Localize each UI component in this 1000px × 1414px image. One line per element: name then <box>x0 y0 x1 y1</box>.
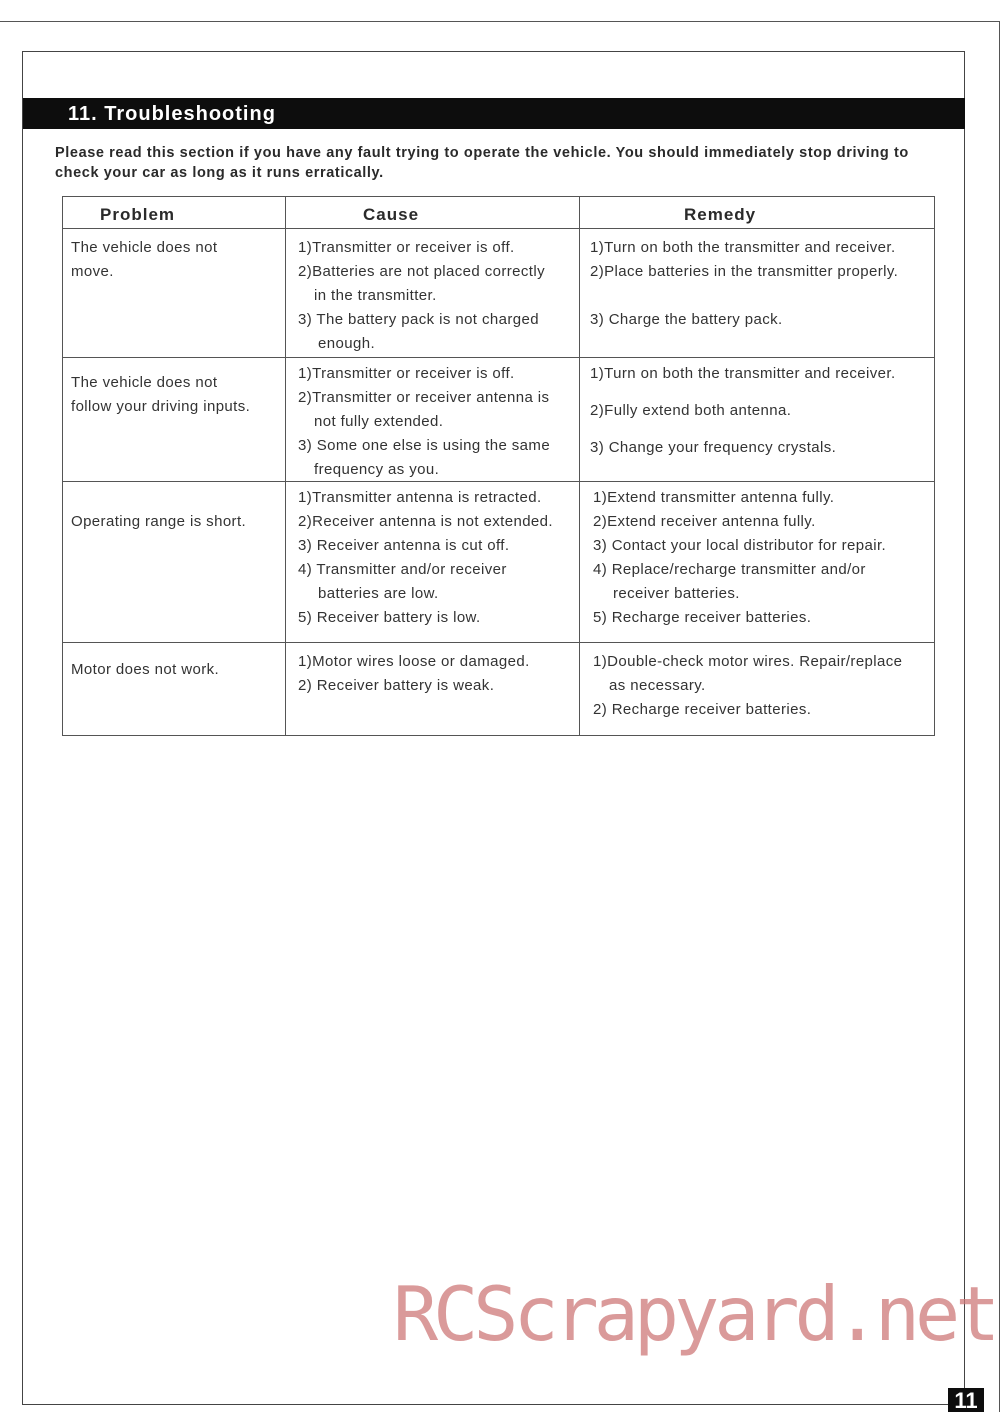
intro-line-2: check your car as long as it runs erratically. <box>55 165 384 181</box>
cell-line: Motor does not work. <box>71 661 220 678</box>
section-header-bar <box>23 98 965 129</box>
cell-line: 3) The battery pack is not charged <box>298 311 539 328</box>
header-remedy: Remedy <box>684 205 757 224</box>
cell-line: frequency as you. <box>314 461 440 478</box>
table-row-divider <box>63 642 934 643</box>
cell-line: 1)Turn on both the transmitter and receiver. <box>590 239 896 256</box>
cell-line: 2)Transmitter or receiver antenna is <box>298 389 550 406</box>
cell-line: 1)Transmitter antenna is retracted. <box>298 489 542 506</box>
cell-line: in the transmitter. <box>314 287 437 304</box>
page-number: 11 <box>948 1388 984 1412</box>
intro-line-1: Please read this section if you have any fault trying to operate the vehicle. You should immediately stop driving to <box>55 145 909 161</box>
cell-line: Operating range is short. <box>71 513 247 530</box>
cell-line: 3) Some one else is using the same <box>298 437 551 454</box>
cell-line: enough. <box>318 335 376 352</box>
cell-line: 3) Contact your local distributor for repair. <box>593 537 887 554</box>
cell-line: 4) Replace/recharge transmitter and/or <box>593 561 866 578</box>
cell-line: as necessary. <box>609 677 706 694</box>
cell-line: batteries are low. <box>318 585 439 602</box>
cell-line: not fully extended. <box>314 413 444 430</box>
section-title: 11. Troubleshooting <box>68 103 276 125</box>
cell-line: 1)Double-check motor wires. Repair/replace <box>593 653 903 670</box>
cell-line: The vehicle does not <box>71 239 218 256</box>
cell-line: 1)Turn on both the transmitter and receiver. <box>590 365 896 382</box>
cell-line: 2)Fully extend both antenna. <box>590 402 792 419</box>
cell-line: 2)Receiver antenna is not extended. <box>298 513 553 530</box>
cell-line: follow your driving inputs. <box>71 398 251 415</box>
cell-line: 1)Motor wires loose or damaged. <box>298 653 530 670</box>
troubleshooting-table <box>62 196 935 736</box>
cell-line: 3) Charge the battery pack. <box>590 311 783 328</box>
cell-line: 4) Transmitter and/or receiver <box>298 561 507 578</box>
cell-line: 2)Batteries are not placed correctly <box>298 263 546 280</box>
page-top-rule <box>0 21 1000 22</box>
cell-line: 3) Change your frequency crystals. <box>590 439 837 456</box>
cell-line: The vehicle does not <box>71 374 218 391</box>
cell-line: 2)Place batteries in the transmitter properly. <box>590 263 899 280</box>
header-problem: Problem <box>100 205 176 224</box>
cell-line: receiver batteries. <box>613 585 740 602</box>
cell-line: 5) Recharge receiver batteries. <box>593 609 812 626</box>
cell-line: 1)Extend transmitter antenna fully. <box>593 489 835 506</box>
table-row-divider <box>63 481 934 482</box>
cell-line: 1)Transmitter or receiver is off. <box>298 239 515 256</box>
cell-line: move. <box>71 263 114 280</box>
cell-line: 1)Transmitter or receiver is off. <box>298 365 515 382</box>
cell-line: 2) Receiver battery is weak. <box>298 677 495 694</box>
table-column-divider <box>579 197 580 735</box>
watermark: RCScrapyard.net <box>393 1270 996 1358</box>
table-row-divider <box>63 357 934 358</box>
table-header-divider <box>63 228 934 229</box>
intro-paragraph <box>55 143 955 183</box>
cell-line: 5) Receiver battery is low. <box>298 609 481 626</box>
table-column-divider <box>285 197 286 735</box>
cell-line: 3) Receiver antenna is cut off. <box>298 537 510 554</box>
cell-line: 2)Extend receiver antenna fully. <box>593 513 816 530</box>
cell-line: 2) Recharge receiver batteries. <box>593 701 812 718</box>
header-cause: Cause <box>363 205 420 224</box>
